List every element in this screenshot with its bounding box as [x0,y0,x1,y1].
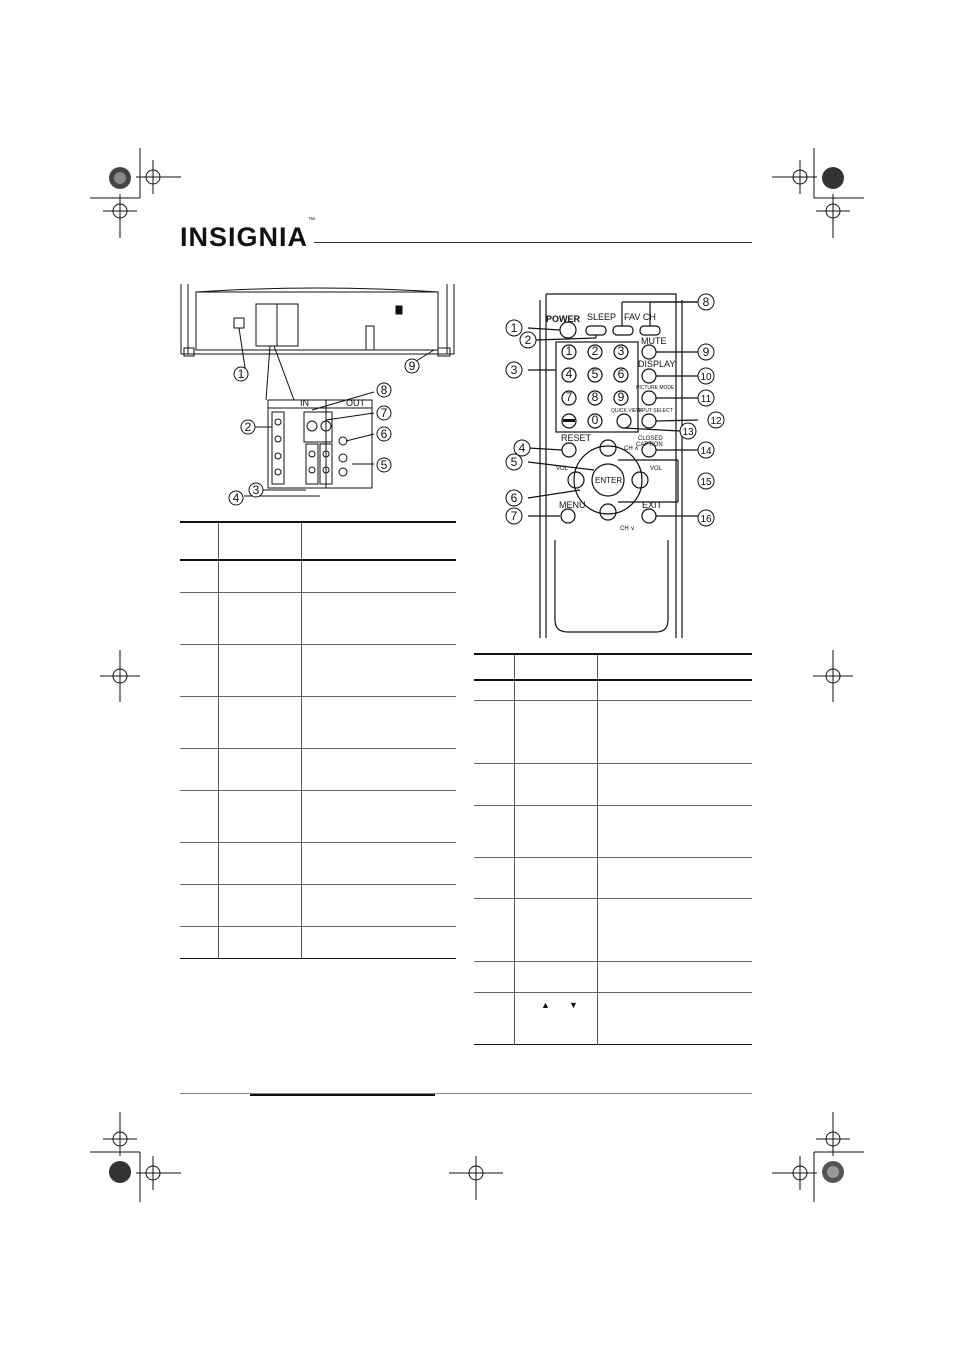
tv-callout-1: 1 [237,367,245,381]
svg-text:CH ∧: CH ∧ [624,446,639,452]
svg-text:FAV CH: FAV CH [624,312,656,322]
svg-text:5: 5 [591,367,599,381]
tv-callout-7: 7 [380,406,388,420]
header-rule [314,242,752,243]
tv-callout-8: 8 [380,383,388,397]
tv-callout-5: 5 [380,458,388,472]
svg-text:SLEEP: SLEEP [587,312,617,322]
tv-callout-9: 9 [408,359,416,373]
remote-diagram [498,290,758,640]
svg-text:3: 3 [510,363,518,377]
svg-text:5: 5 [510,455,518,469]
svg-text:6: 6 [510,491,518,505]
svg-text:9: 9 [702,345,710,359]
svg-text:MUTE: MUTE [641,336,667,346]
svg-text:16: 16 [700,514,712,525]
svg-text:15: 15 [700,477,712,488]
right-table [474,653,752,1045]
svg-text:3: 3 [617,344,625,358]
arrow-down-symbol: ▼ [568,999,578,1010]
arrow-up-symbol: ▲ [541,999,550,1010]
svg-text:RESET: RESET [561,433,592,443]
svg-text:1: 1 [565,344,573,358]
svg-text:POWER: POWER [546,314,581,324]
svg-text:IN: IN [300,398,309,408]
svg-text:9: 9 [617,390,625,404]
svg-text:VOL: VOL [650,466,663,472]
svg-text:13: 13 [682,427,694,438]
svg-text:VOL: VOL [556,466,569,472]
svg-text:10: 10 [700,372,712,383]
footer-rule-accent [250,1094,435,1096]
svg-text:QUICK VIEW: QUICK VIEW [611,408,642,414]
svg-text:ENTER: ENTER [595,476,623,485]
svg-text:8: 8 [702,295,710,309]
svg-text:CLOSED: CLOSED [638,436,663,442]
tv-callout-3: 3 [252,483,260,497]
svg-text:12: 12 [710,416,722,427]
insignia-logo: INSIGNIA™ [180,217,316,252]
tv-callout-2: 2 [244,420,252,434]
svg-text:2: 2 [524,333,532,347]
svg-text:8: 8 [591,390,599,404]
left-table [180,521,456,959]
svg-text:4: 4 [518,441,526,455]
svg-text:7: 7 [565,390,573,404]
svg-text:2: 2 [591,344,599,358]
tv-callout-6: 6 [380,427,388,441]
svg-text:4: 4 [565,367,573,381]
svg-text:1: 1 [510,321,518,335]
svg-text:DISPLAY: DISPLAY [638,359,676,369]
svg-text:CH ∨: CH ∨ [620,526,635,532]
svg-text:EXIT: EXIT [642,500,663,510]
svg-text:7: 7 [510,509,518,523]
svg-text:INPUT SELECT: INPUT SELECT [637,408,673,414]
svg-text:PICTURE MODE: PICTURE MODE [636,385,675,391]
tv-back-diagram [176,284,466,514]
svg-text:MENU: MENU [559,500,586,510]
svg-text:0: 0 [591,413,599,427]
svg-text:6: 6 [617,367,625,381]
svg-text:14: 14 [700,446,712,457]
svg-text:CAPTION: CAPTION [636,442,663,448]
tv-callout-4: 4 [232,491,240,505]
svg-text:OUT: OUT [346,398,365,408]
svg-text:11: 11 [700,394,712,405]
